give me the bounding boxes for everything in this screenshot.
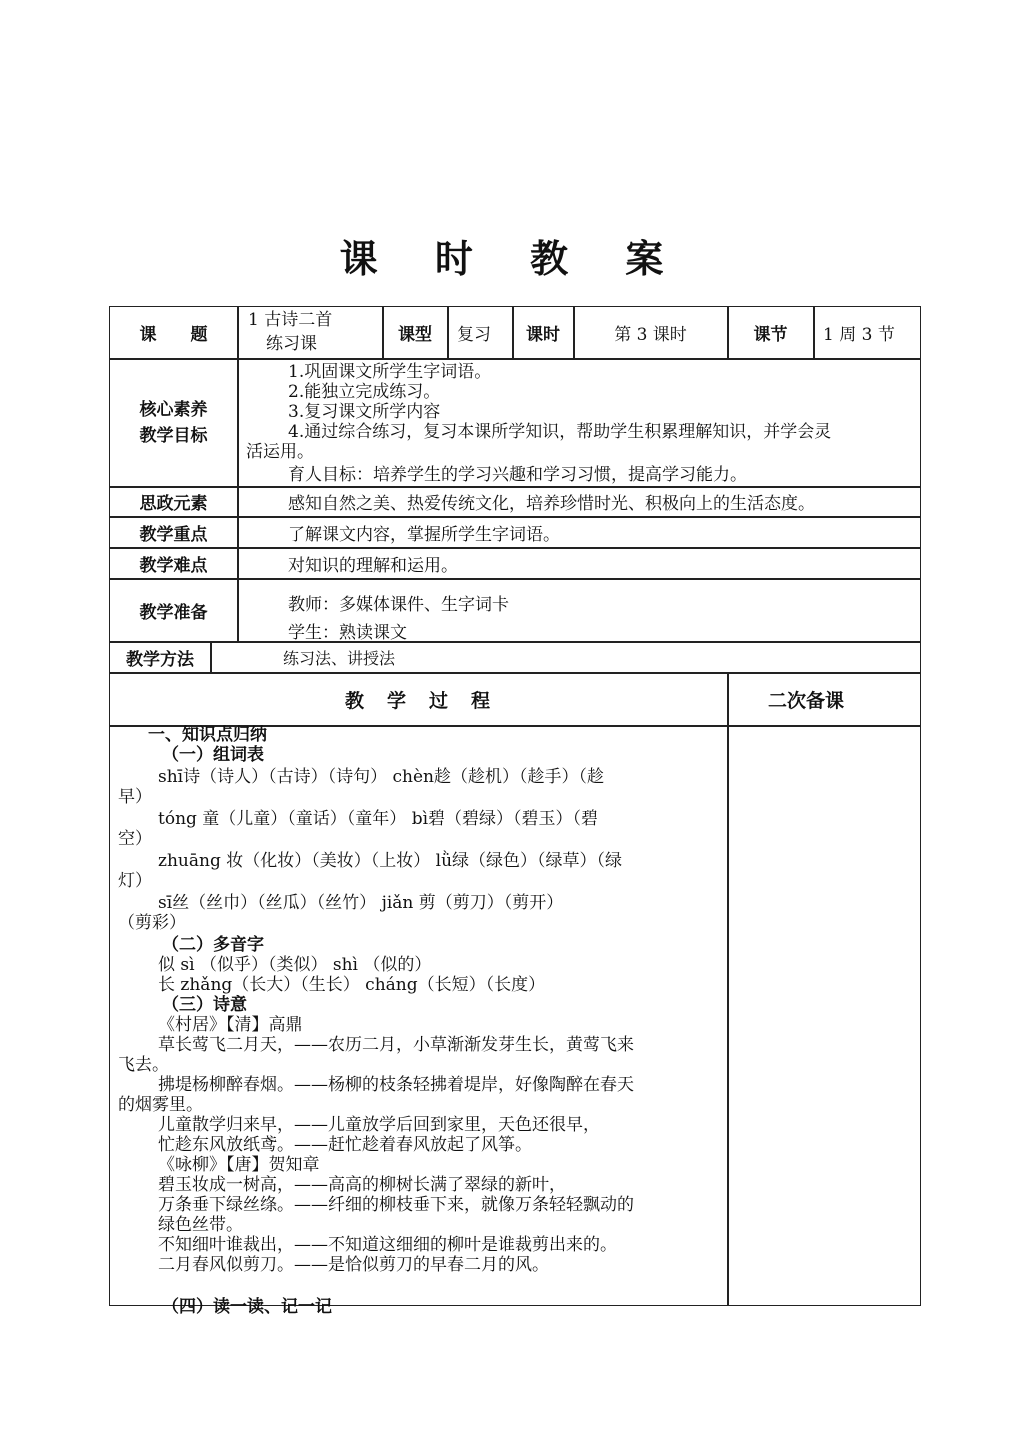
type-label: 课型 (398, 325, 432, 345)
preparation-text (288, 591, 908, 647)
poem-line: 忙趁东风放纸鸢。——赶忙趁着春风放起了风筝。 (158, 1135, 532, 1155)
period-value: 第 3 课时 (614, 325, 687, 345)
poem-title: 《村居》【清】高鼎 (158, 1015, 303, 1035)
process-header: 教 学 过 程 (344, 689, 492, 712)
col-divider (210, 641, 212, 672)
preparation-label: 教学准备 (139, 602, 208, 623)
goals-label-line: 核心素养 (139, 399, 208, 420)
word-line: shī诗（诗人）（古诗）（诗句） chèn趁（趁机）（趁手）（趁 (158, 767, 604, 787)
word-line: 空） (118, 829, 152, 849)
subsection-heading: （一）组词表 (162, 745, 264, 765)
type-value: 复习 (457, 325, 491, 345)
polyphone-line: 似 sì （似乎）（类似） shì （似的） (158, 955, 432, 975)
poem-title: 《咏柳》【唐】贺知章 (158, 1155, 320, 1175)
col-divider (237, 358, 239, 641)
method-label: 教学方法 (126, 649, 194, 670)
word-line: 灯） (118, 871, 152, 891)
subsection-heading: （四）读一读、记一记 (162, 1297, 332, 1317)
goals-label (110, 359, 237, 486)
word-line: （剪彩） (118, 913, 186, 933)
col-divider (447, 306, 449, 358)
preparation-student: 学生：熟读课文 (288, 623, 407, 643)
difficulty-text: 对知识的理解和运用。 (288, 555, 458, 576)
poem-line: 儿童散学归来早，——儿童放学后回到家里，天色还很早， (158, 1115, 600, 1135)
goal-line: 1.巩固课文所学生字词语。 (288, 362, 492, 382)
ideology-label: 思政元素 (139, 494, 208, 514)
goal-line: 2.能独立完成练习。 (288, 382, 441, 402)
goals-label-line: 教学目标 (139, 425, 208, 446)
second-prep-header: 二次备课 (767, 689, 844, 712)
poem-line: 的烟雾里。 (118, 1095, 203, 1115)
section-label: 课节 (753, 325, 788, 345)
poem-line: 拂堤杨柳醉春烟。——杨柳的枝条轻拂着堤岸，好像陶醉在春天 (158, 1075, 634, 1095)
focus-text: 了解课文内容，掌握所学生字词语。 (288, 524, 560, 545)
preparation-teacher: 教师：多媒体课件、生字词卡 (288, 595, 509, 615)
word-line: 早） (118, 787, 152, 807)
poem-line: 万条垂下绿丝绦。——纤细的柳枝垂下来，就像万条轻轻飘动的 (158, 1195, 634, 1215)
poem-line: 碧玉妆成一树高，——高高的柳树长满了翠绿的新叶， (158, 1175, 566, 1195)
topic-line: 练习课 (266, 334, 317, 354)
word-line: tóng 童（儿童）（童话）（童年） bì碧（碧绿）（碧玉）（碧 (158, 809, 599, 829)
difficulty-label: 教学难点 (139, 555, 208, 576)
word-line: zhuāng 妆（化妆）（美妆）（上妆） lǜ绿（绿色）（绿草）（绿 (158, 851, 623, 871)
topic-value (248, 310, 378, 354)
method-text: 练习法、讲授法 (283, 648, 396, 668)
poem-line: 草长莺飞二月天，——农历二月，小草渐渐发芽生长，黄莺飞来 (158, 1035, 634, 1055)
section-heading: 一、知识点归纳 (148, 725, 267, 745)
poem-line: 飞去。 (118, 1055, 169, 1075)
goal-line: 育人目标：培养学生的学习兴趣和学习习惯，提高学习能力。 (288, 465, 747, 485)
word-line: sī丝（丝巾）（丝瓜）（丝竹） jiǎn 剪（剪刀）（剪开） (158, 893, 564, 913)
polyphone-line: 长 zhǎng（长大）（生长） cháng（长短）（长度） (158, 975, 546, 995)
col-divider (727, 672, 729, 1306)
goals-text (246, 362, 918, 485)
period-label: 课时 (526, 325, 560, 345)
poem-line: 二月春风似剪刀。——是恰似剪刀的早春二月的风。 (158, 1255, 549, 1275)
focus-label: 教学重点 (139, 524, 208, 545)
topic-line: 1 古诗二首 (248, 310, 333, 330)
ideology-text: 感知自然之美、热爱传统文化，培养珍惜时光、积极向上的生活态度。 (288, 494, 815, 514)
col-divider (813, 306, 815, 358)
poem-line: 绿色丝带。 (158, 1215, 243, 1235)
page-title: 课 时 教 案 (339, 237, 686, 281)
goal-line: 活运用。 (246, 442, 314, 462)
goal-line: 3.复习课文所学内容 (288, 402, 441, 422)
subsection-heading: （二）多音字 (162, 935, 264, 955)
col-divider (237, 306, 239, 358)
topic-label: 课 题 (139, 325, 208, 345)
process-content (118, 725, 718, 1317)
section-value: 1 周 3 节 (823, 325, 895, 345)
subsection-heading: （三）诗意 (162, 995, 247, 1015)
poem-line: 不知细叶谁裁出，——不知道这细细的柳叶是谁裁剪出来的。 (158, 1235, 617, 1255)
goal-line: 4.通过综合练习，复习本课所学知识，帮助学生积累理解知识，并学会灵 (288, 422, 832, 442)
